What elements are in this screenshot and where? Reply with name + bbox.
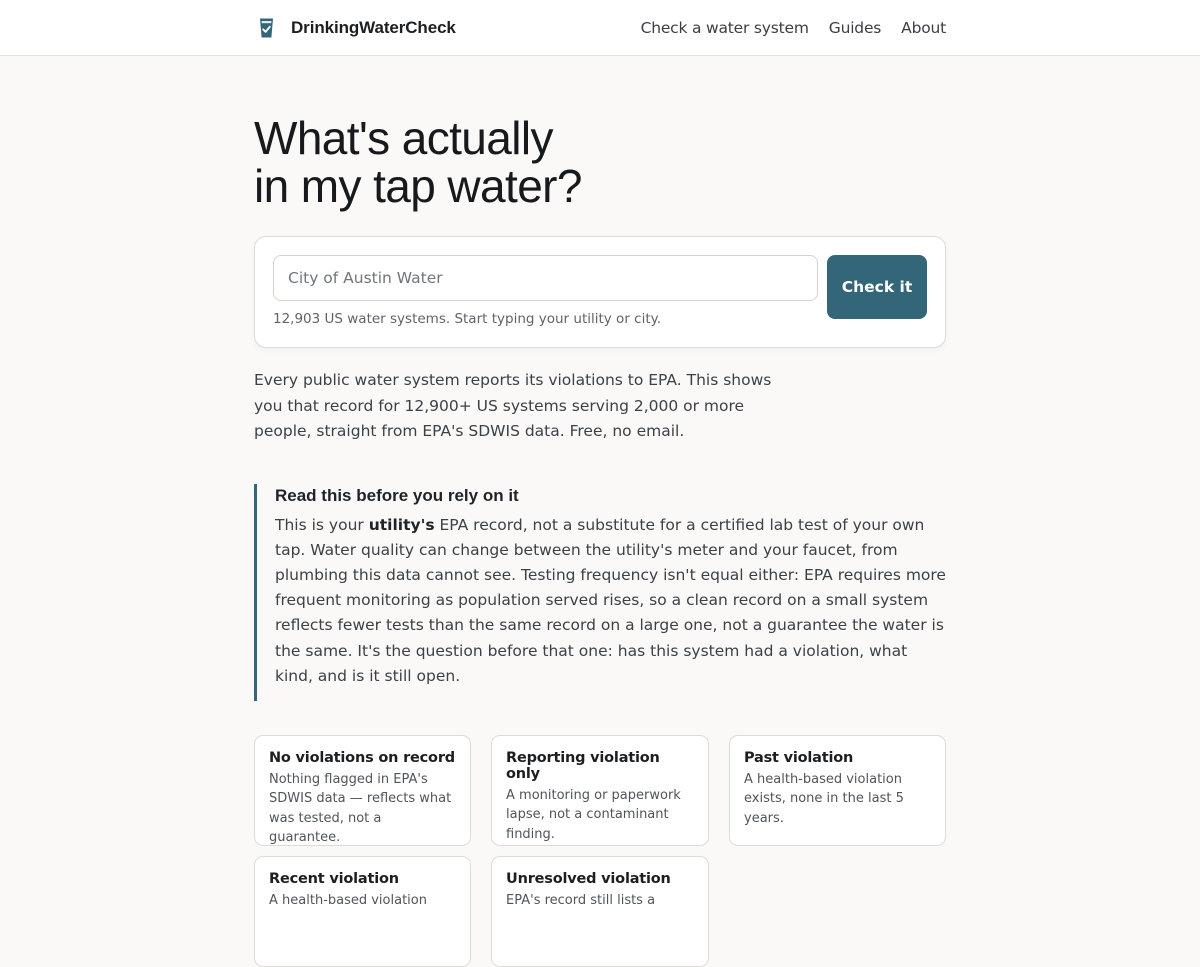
status-card-title: Recent violation — [269, 870, 399, 887]
status-card-description: A monitoring or paperwork lapse, not a contaminant finding. — [506, 787, 681, 842]
search-row — [273, 255, 927, 319]
status-card-title: No violations on record — [269, 749, 455, 766]
status-legend-cards — [254, 735, 946, 967]
nav-about[interactable]: About — [901, 19, 946, 37]
nav-check-water-system[interactable]: Check a water system — [640, 19, 809, 37]
brand-name: DrinkingWaterCheck — [291, 18, 456, 37]
hero-title-line-2: in my tap water? — [254, 160, 582, 212]
status-card-reporting-violation — [491, 735, 709, 846]
status-card-description: A health-based violation — [269, 892, 427, 908]
status-card-description: Nothing flagged in EPA's SDWIS data — reflects what was tested, not a guarantee. — [269, 771, 452, 846]
hero-title-line-1: What's actually — [254, 112, 553, 164]
callout-body-prefix: This is your — [275, 515, 369, 534]
main-content — [254, 56, 946, 967]
status-card-description: EPA's record still lists a — [506, 892, 656, 908]
top-navbar — [0, 0, 1200, 56]
status-card-recent-violation — [254, 856, 471, 967]
main-nav — [641, 19, 946, 37]
callout-body-rest: EPA record, not a substitute for a certified lab test of your own tap. Water quality can change between the utility's meter and your faucet, from plumbing this data cannot see. Testing frequency isn't equal either: EPA requires more frequent monitoring as population served rises, so a clean record on a small system reflects fewer tests than the same record on a large one, not a guarantee the water is the same. It's the question before that one: has this system had a violation, what kind, and is it still open. — [275, 515, 946, 685]
status-card-past-violation — [729, 735, 946, 846]
status-card-description: A health-based violation exists, none in the last 5 years. — [744, 771, 904, 826]
callout-body-emphasis: utility's — [368, 515, 435, 534]
nav-guides[interactable]: Guides — [828, 19, 882, 37]
intro-paragraph: Every public water system reports its violations to EPA. This shows you that record for 12,900+ US systems serving 2,000 or more people, straight from EPA's SDWIS data. Free, no email. — [254, 371, 772, 440]
search-card — [254, 236, 946, 348]
status-card-unresolved-violation — [491, 856, 709, 967]
status-card-title: Past violation — [744, 749, 854, 766]
navbar-inner — [254, 0, 946, 56]
status-card-title: Unresolved violation — [506, 870, 671, 887]
callout-body — [275, 513, 946, 689]
hero-title — [254, 114, 946, 210]
brand-link[interactable] — [254, 17, 456, 39]
status-card-no-violations — [254, 735, 471, 846]
water-glass-check-icon — [257, 17, 279, 39]
disclaimer-callout — [254, 484, 946, 701]
check-it-button[interactable]: Check it — [827, 255, 927, 319]
water-system-search-input[interactable] — [273, 255, 818, 301]
callout-title: Read this before you rely on it — [275, 485, 519, 505]
status-card-title: Reporting violation only — [506, 749, 660, 782]
search-hint: 12,903 US water systems. Start typing your utility or city. — [273, 311, 661, 327]
